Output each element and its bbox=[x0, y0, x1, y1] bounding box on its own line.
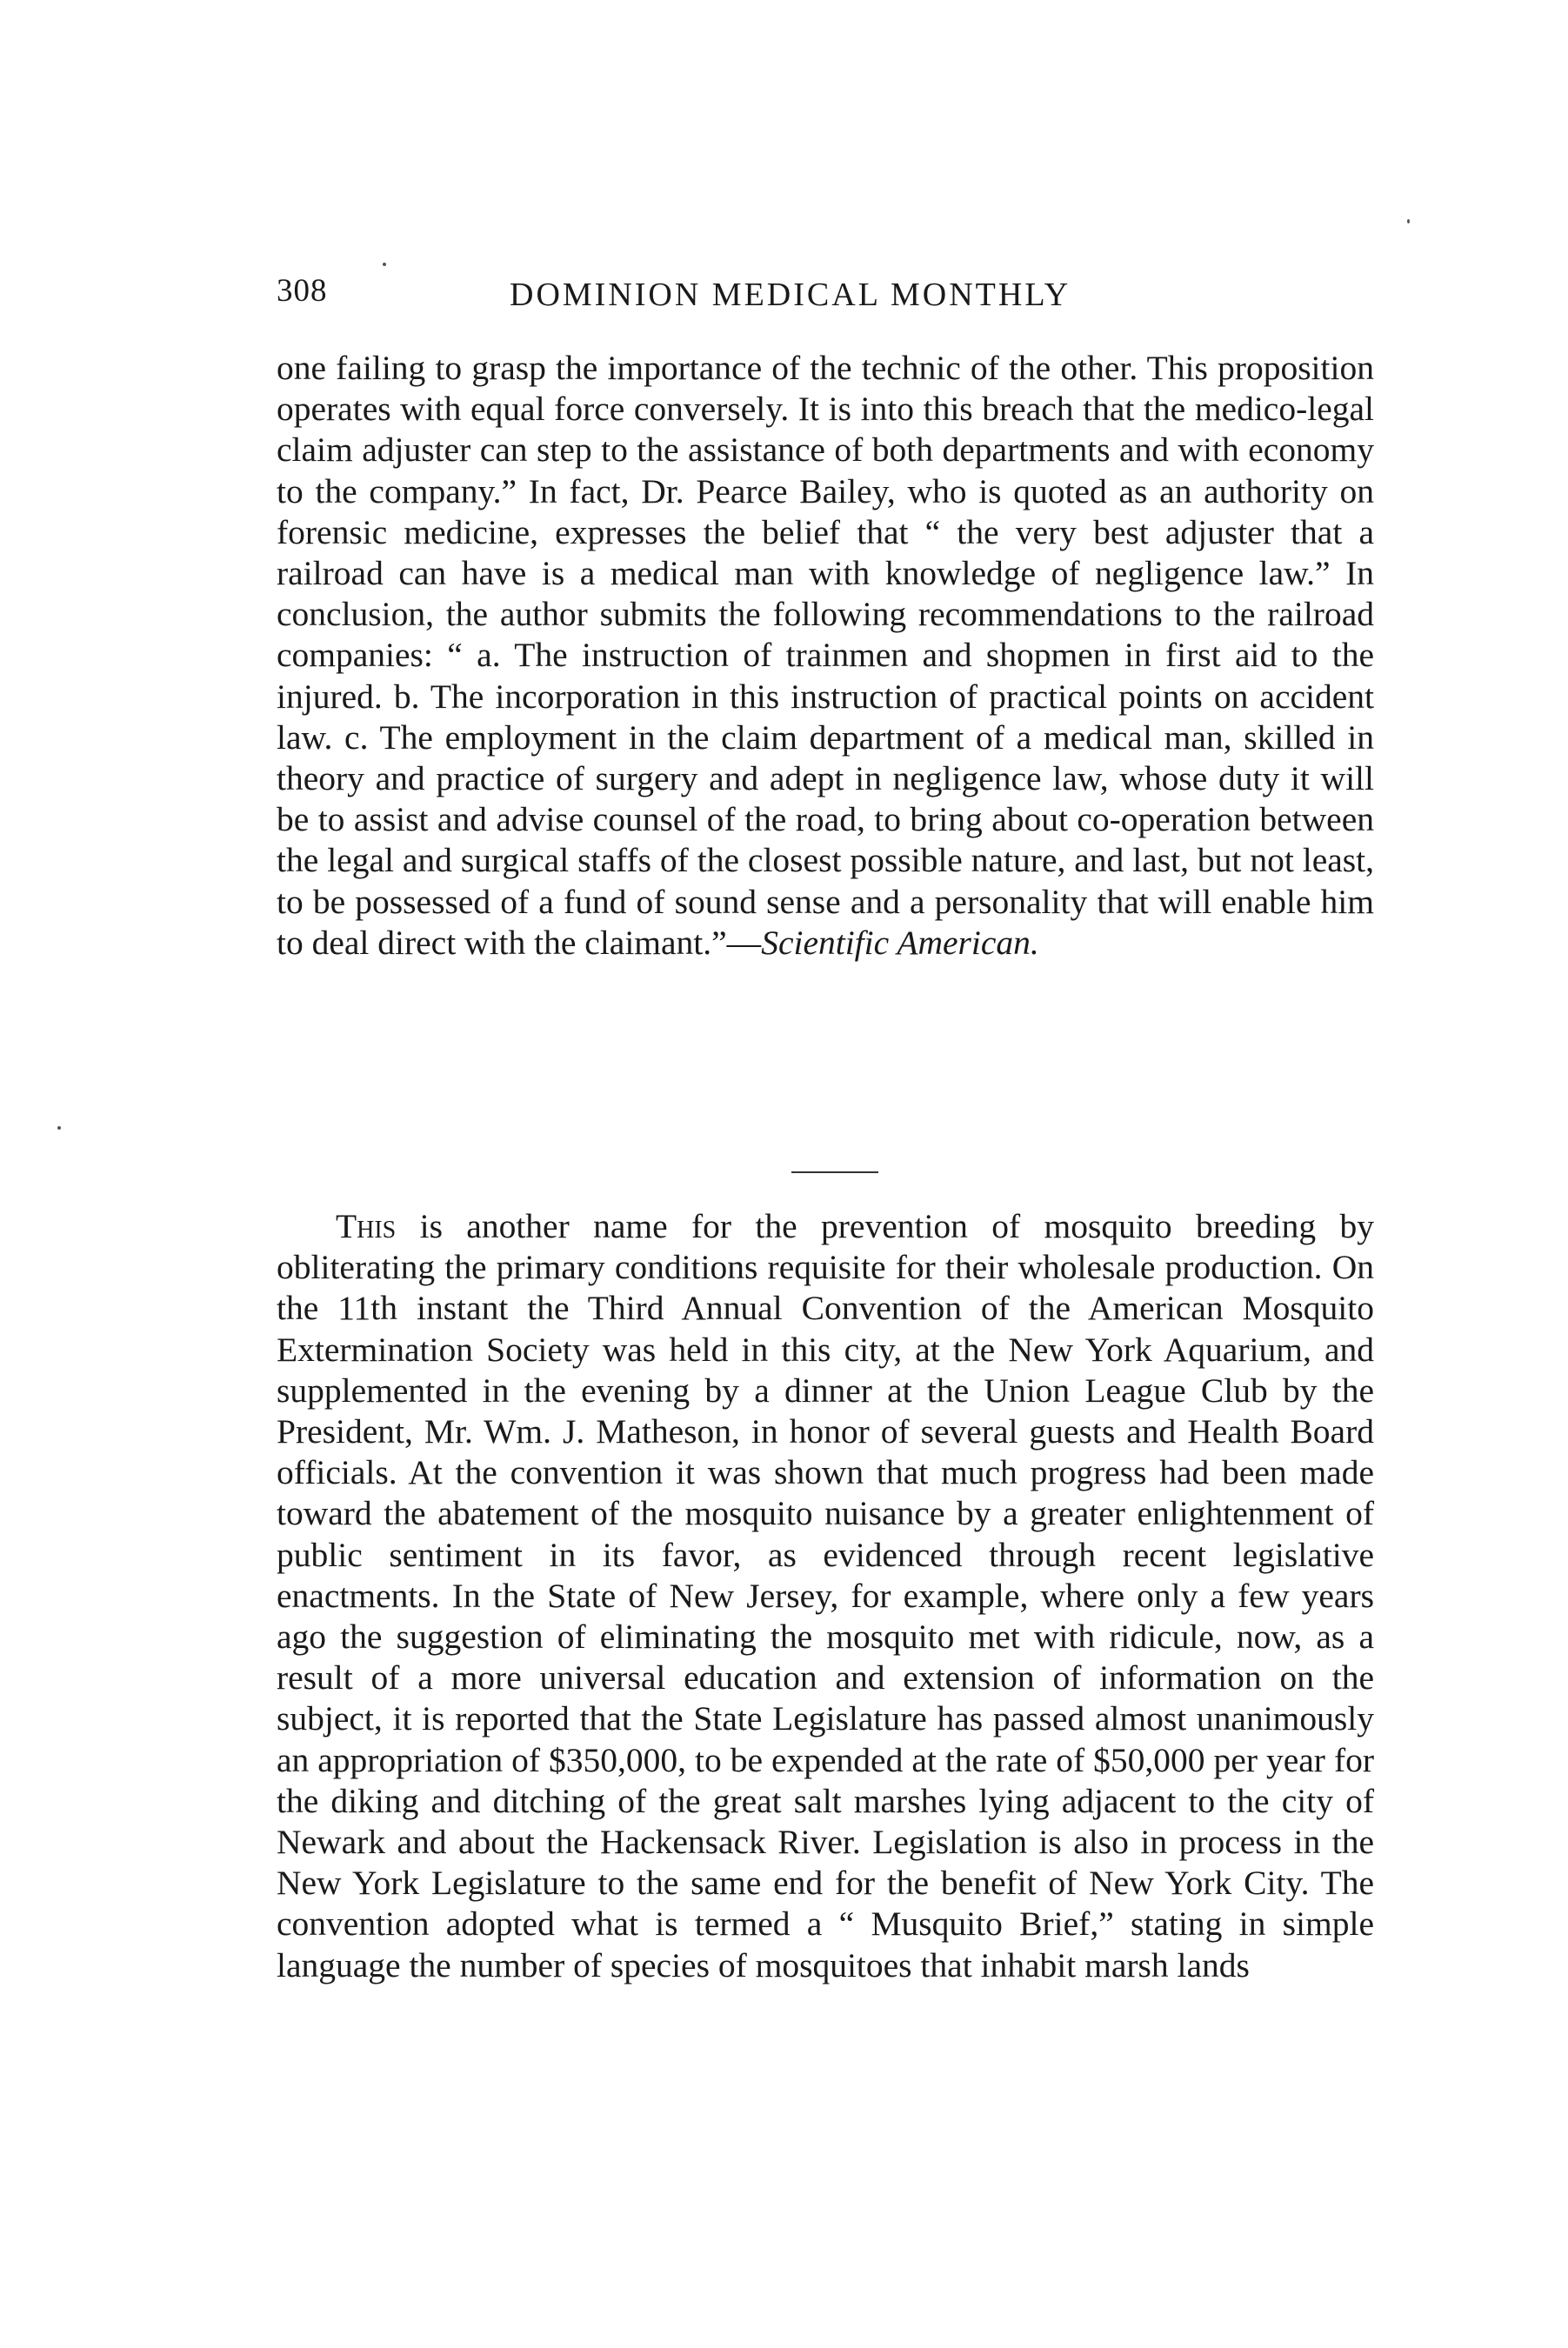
paragraph-1-text: one failing to grasp the importance of the technic of the other. This proposition operates with equal force conversely. It is into this breach that the medico-legal claim adjuster can step to the assistance of both departments and with economy to the company.” In fact, Dr. Pearce Bailey, who is quoted as an authority on forensic medicine, expresses the belief that “ the very best adjuster that a railroad can have is a medical man with knowledge of negligence law.” In conclusion, the author submits the following recommendations to the railroad companies: “ a. The instruction of trainmen and shopmen in first aid to the injured. b. The incorporation in this instruction of practical points on accident law. c. The employment in the claim department of a medical man, skilled in theory and practice of surgery and adept in negligence law, whose duty it will be to assist and advise counsel of the road, to bring about co-operation between the legal and surgical staffs of the closest possible nature, and last, but not least, to be possessed of a fund of sound sense and a personality that will enable him to deal direct with the claimant.”— bbox=[277, 349, 1374, 962]
running-head: DOMINION MEDICAL MONTHLY bbox=[510, 277, 1071, 313]
body-paragraph-1 bbox=[277, 348, 1374, 964]
page-number: 308 bbox=[277, 273, 328, 309]
section-divider bbox=[791, 1171, 878, 1173]
print-speck bbox=[57, 1126, 61, 1130]
body-paragraph-2 bbox=[277, 1206, 1374, 1986]
paragraph-2-lead-in: This bbox=[336, 1207, 397, 1245]
print-speck bbox=[383, 263, 386, 266]
paragraph-2-text: is another name for the prevention of mosquito breeding by obliterating the primary conditions requisite for their wholesale production. On the 11th instant the Third Annual Convention of the American Mosquito Extermination Society was held in this city, at the New York Aquarium, and supplemented in the evening by a dinner at the Union League Club by the President, Mr. Wm. J. Matheson, in honor of several guests and Health Board officials. At the convention it was shown that much progress had been made toward the abatement of the mosquito nuisance by a greater enlightenment of public sentiment in its favor, as evidenced through recent legislative enactments. In the State of New Jersey, for example, where only a few years ago the suggestion of eliminating the mosquito met with ridicule, now, as a result of a more universal education and extension of information on the subject, it is reported that the State Legislature has passed almost unanimously an appropriation of $350,000, to be expended at the rate of $50,000 per year for the diking and ditching of the great salt marshes lying adjacent to the city of Newark and about the Hackensack River. Legislation is also in process in the New York Legislature to the same end for the benefit of New York City. The convention adopted what is termed a “ Musquito Brief,” stating in simple language the number of species of mosquitoes that inhabit marsh lands bbox=[277, 1207, 1374, 1984]
print-speck bbox=[1407, 219, 1410, 223]
page-header bbox=[277, 265, 1165, 317]
source-attribution: Scientific American. bbox=[761, 923, 1039, 962]
